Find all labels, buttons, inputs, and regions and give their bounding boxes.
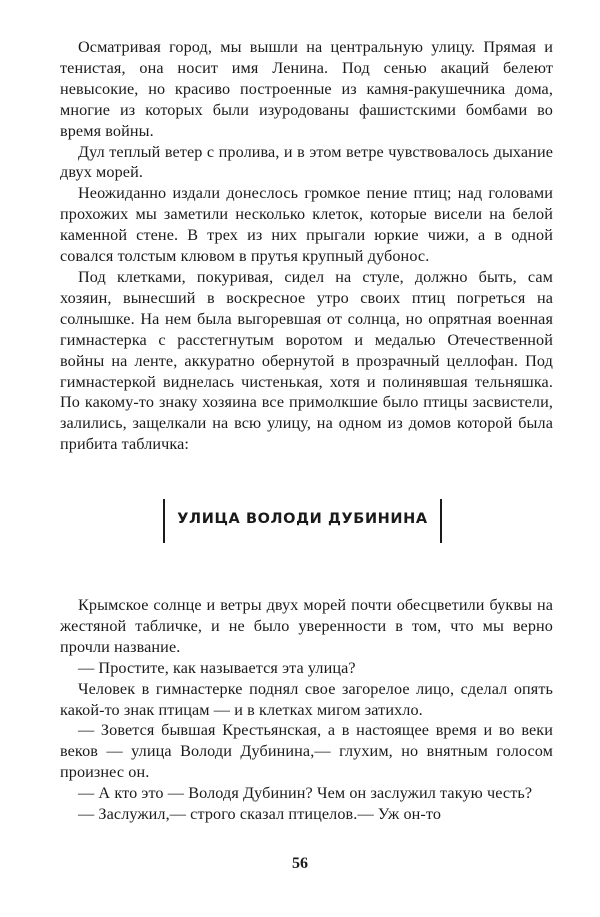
page-number: 56 bbox=[292, 855, 308, 872]
street-sign bbox=[163, 499, 442, 543]
paragraph: Человек в гимнастерке поднял свое загорелое лицо, сделал опять какой-то знак птицам — и в клетках мигом затихло. bbox=[60, 679, 553, 719]
text-block-top bbox=[60, 37, 553, 455]
street-sign-text: УЛИЦА ВОЛОДИ ДУБИНИНА bbox=[177, 511, 428, 527]
paragraph: — Простите, как называется эта улица? bbox=[78, 658, 356, 677]
paragraph: Крымское солнце и ветры двух морей почти обесцветили буквы на жестяной табличке, и не было уверенности в том, что мы верно прочли название. bbox=[60, 596, 553, 656]
paragraph: Под клетками, покуривая, сидел на стуле, должно быть, сам хозяин, вынесший в воскресное утро своих птиц погреться на солнышке. На нем была выгоревшая от солнца, но опрятная военная гимнастерка с расстегнутым воротом и медалью Отечественной войны на ленте, аккуратно обернутой в прозрачный целлофан. Под гимнастеркой виднелась чистенькая, хотя и полинявшая тельняшка. По какому-то знаку хозяина все примолкшие было птицы засвистели, залились, защелкали на всю улицу, на одном из домов которой была прибита табличка: bbox=[60, 267, 553, 454]
paragraph: Дул теплый ветер с пролива, и в этом ветре чувствовалось дыхание двух морей. bbox=[60, 142, 553, 182]
paragraph: — Зовется бывшая Крестьянская, а в настоящее время и во веки веков — улица Володи Дубинина,— глухим, но внятным голосом произнес он. bbox=[60, 721, 553, 782]
paragraph: — Заслужил,— строго сказал птицелов.— Уж он-то bbox=[78, 805, 442, 824]
paragraph: — А кто это — Володя Дубинин? Чем он заслужил такую честь? bbox=[78, 784, 533, 803]
paragraph: Осматривая город, мы вышли на центральную улицу. Прямая и тенистая, она носит имя Ленина. Под сенью акаций белеют невысокие, но красиво построенные из камня-ракушечника дома, многие из которых были изуродованы фашистскими бомбами во время войны. bbox=[60, 38, 553, 140]
text-block-bottom bbox=[60, 595, 553, 825]
paragraph: Неожиданно издали донеслось громкое пение птиц; над головами прохожих мы заметили несколько клеток, которые висели на белой каменной стене. В трех из них прыгали юркие чижи, а в одной совался толстым клювом в прутья крупный дубонос. bbox=[60, 184, 553, 266]
